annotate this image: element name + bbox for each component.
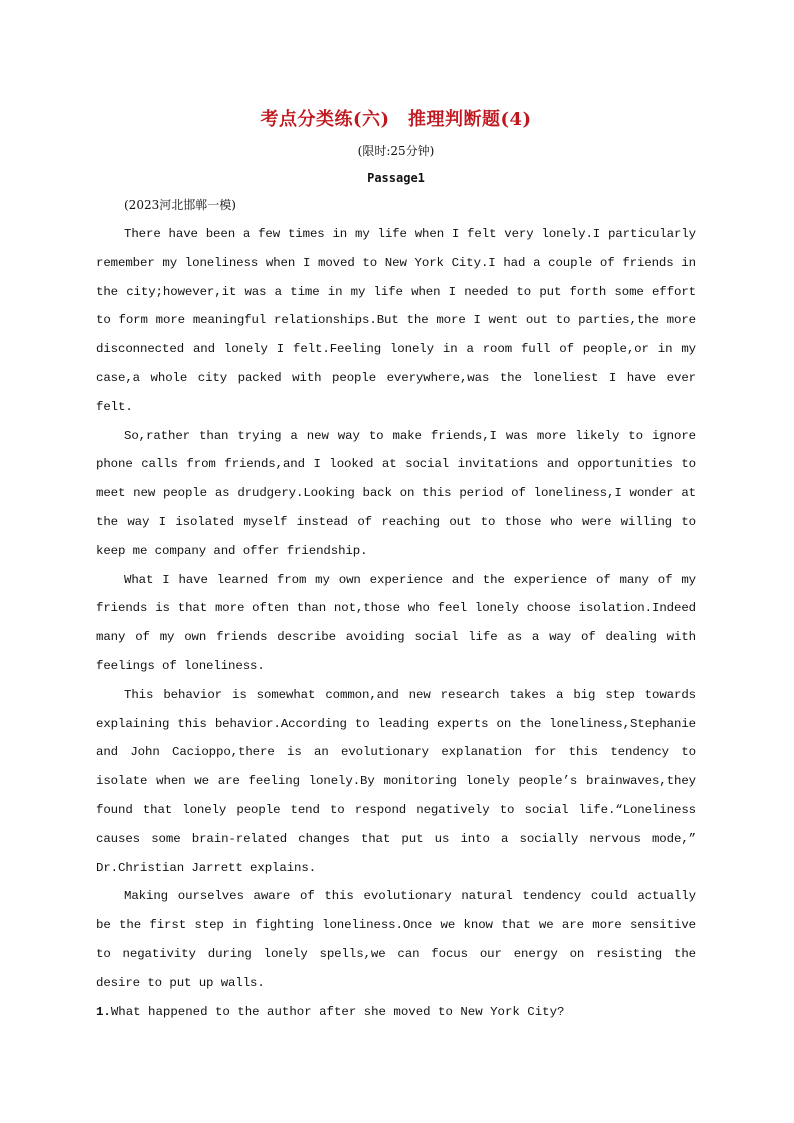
paragraph: So,rather than trying a new way to make friends,I was more likely to ignore phone calls from friends,and I looked at social invitations and opportunities to meet new people as drudgery.Looking back on this period of loneliness,I wonder at the way I isolated myself instead of reaching out to those who were willing to keep me company and offer friendship. xyxy=(96,428,696,558)
paragraph: This behavior is somewhat common,and new research takes a big step towards explaining this behavior.According to leading experts on the loneliness,Stephanie and John Cacioppo,there is an evolutionary explanation for this tendency to isolate when we are feeling lonely.By monitoring lonely people’s brainwaves,they found that lonely people tend to respond negatively to social life.“Loneliness causes some brain-related changes that put us into a socially nervous mode,” Dr.Christian Jarrett explains. xyxy=(96,687,696,875)
page-title: 考点分类练(六) 推理判断题(4) xyxy=(260,109,532,130)
time-limit: (限时:25分钟) xyxy=(357,144,435,158)
paragraph: Making ourselves aware of this evolutionary natural tendency could actually be the first step in fighting loneliness.Once we know that we are more sensitive to negativity during lonely spells,we can focus our energy on resisting the desire to put up walls. xyxy=(96,889,696,990)
passage-label: Passage1 xyxy=(367,171,425,185)
question-text: What happened to the author after she moved to New York City? xyxy=(110,1004,565,1019)
question-number: 1. xyxy=(96,1004,111,1019)
paragraph: What I have learned from my own experience and the experience of many of my friends is that more often than not,those who feel lonely choose isolation.Indeed many of my own friends describe avoiding social life as a way of dealing with feelings of loneliness. xyxy=(96,572,696,673)
document-page xyxy=(96,100,696,1026)
source-note: (2023河北邯郸一模) xyxy=(124,198,236,212)
question xyxy=(96,998,696,1027)
paragraph: There have been a few times in my life when I felt very lonely.I particularly remember my loneliness when I moved to New York City.I had a couple of friends in the city;however,it was a time in my life when I needed to put forth some effort to form more meaningful relationships.But the more I went out to parties,the more disconnected and lonely I felt.Feeling lonely in a room full of people,or in my case,a whole city packed with people everywhere,was the loneliest I have ever felt. xyxy=(96,227,696,414)
